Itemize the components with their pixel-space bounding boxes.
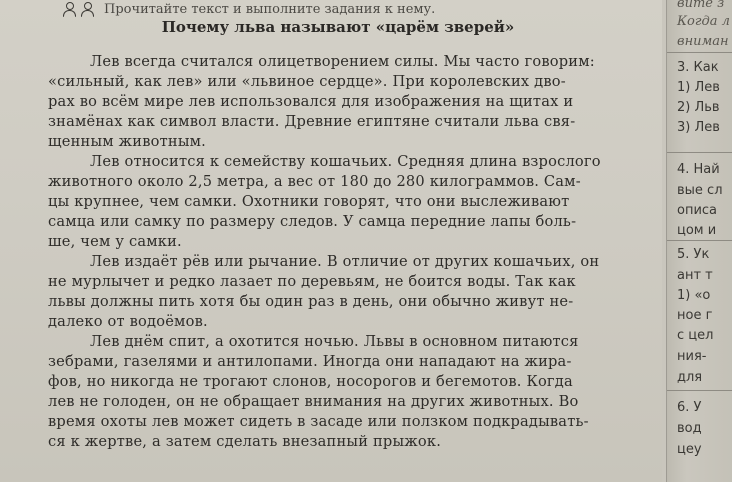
side-text-fragment: 5. Ук [677,247,710,262]
side-text-fragment: цом и [677,223,717,238]
side-text-fragment: вите з [677,0,725,11]
side-text-fragment: 1) «о [677,288,711,303]
text-line: зебрами, газелями и антилопами. Иногда они нападают на жира- [48,353,572,370]
side-text-fragment: вод [677,421,702,436]
task-instruction: Прочитайте текст и выполните задания к нему. [104,1,436,17]
side-text-fragment: 6. У [677,400,702,415]
reading-text [48,52,622,452]
side-text-fragment: для [677,370,703,385]
side-text-fragment: ния- [677,349,707,364]
text-line: далеко от водоёмов. [48,313,208,330]
side-text-fragment: цеу [677,442,702,457]
text-line: животного около 2,5 метра, а вес от 180 до 280 килограммов. Сам- [48,173,581,190]
text-line: ше, чем у самки. [48,233,182,250]
text-line: не мурлычет и редко лазает по деревьям, не боится воды. Так как [48,273,576,290]
side-text-fragment: 2) Льв [677,100,720,115]
side-text-fragment: ное г [677,308,713,323]
side-text-fragment: вые сл [677,183,723,198]
side-text-fragment: 1) Лев [677,80,720,95]
text-line: «сильный, как лев» или «львиное сердце». При королевских дво- [48,73,566,90]
text-line: цы крупнее, чем самки. Охотники говорят, что они выслеживают [48,193,570,210]
side-text-fragment: вниман [677,34,729,49]
page-edge-divider [667,390,732,391]
text-line: лев не голоден, он не обращает внимания на других животных. Во [48,393,579,410]
text-line: ся к жертве, а затем сделать внезапный прыжок. [48,433,442,450]
task-header [62,0,435,18]
page-edge-divider [667,52,732,53]
side-text-fragment: с цел [677,328,714,343]
text-line: Лев днём спит, а охотится ночью. Львы в основном питаются [90,333,579,350]
text-line: Лев относится к семейству кошачьих. Средняя длина взрослого [90,153,601,170]
person-icon [62,2,76,17]
adjacent-page-edge [666,0,732,482]
person-icon [80,2,94,17]
side-text-fragment: описа [677,203,718,218]
side-text-fragment: 3) Лев [677,120,720,135]
text-line: рах во всём мире лев использовался для изображения на щитах и [48,93,574,110]
side-text-fragment: 3. Как [677,60,719,75]
text-line: знамёнах как символ власти. Древние египтяне считали льва свя- [48,113,576,130]
text-line: львы должны пить хотя бы один раз в день, они обычно живут не- [48,293,574,310]
text-line: самца или самку по размеру следов. У самца передние лапы боль- [48,213,577,230]
text-line: щенным животным. [48,133,207,150]
text-line: Лев всегда считался олицетворением силы. Мы часто говорим: [90,53,595,70]
side-text-fragment: 4. Най [677,162,720,177]
text-line: Лев издаёт рёв или рычание. В отличие от других кошачьих, он [90,253,600,270]
text-line: фов, но никогда не трогают слонов, носорогов и бегемотов. Когда [48,373,573,390]
side-text-fragment: ант т [677,268,713,283]
text-line: время охоты лев может сидеть в засаде или ползком подкрадывать- [48,413,589,430]
pair-work-icon [62,2,94,17]
page-edge-divider [667,152,732,153]
side-text-fragment: Когда л [677,14,730,29]
text-title: Почему льва называют «царём зверей» [161,18,515,36]
